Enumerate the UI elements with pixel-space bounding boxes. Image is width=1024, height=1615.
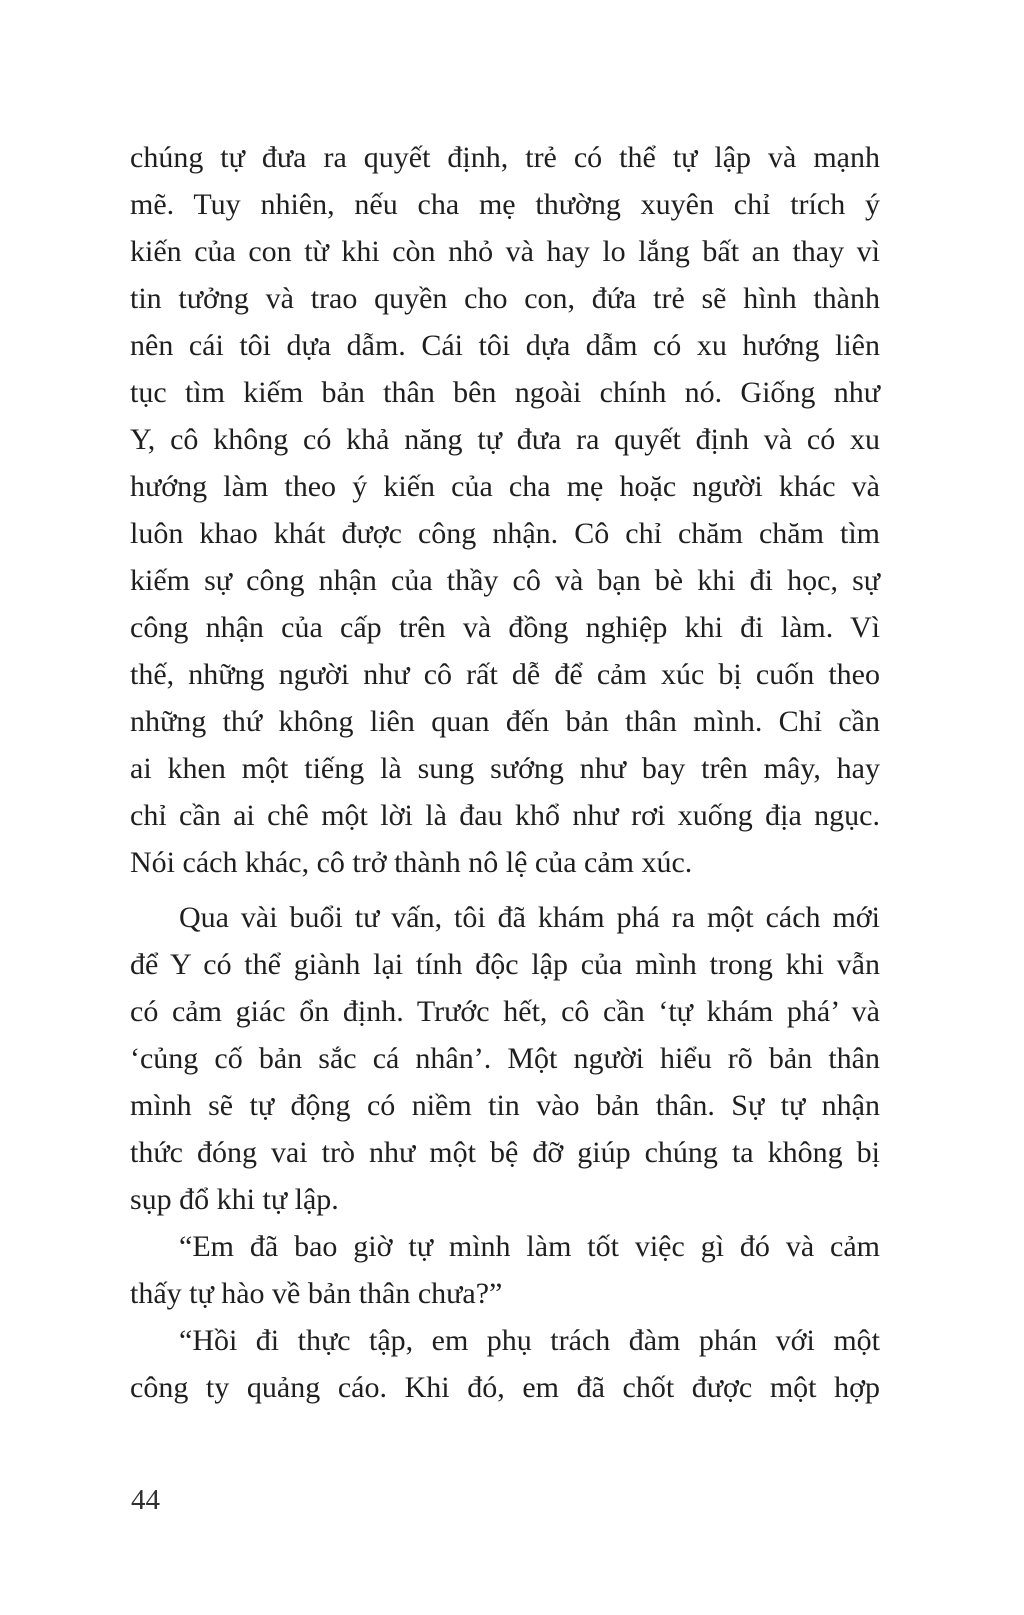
paragraph [130,134,880,886]
text-line: “Hồi đi thực tập, em phụ trách đàm phán với một [179,1324,880,1357]
paragraph [130,1223,880,1317]
paragraph [130,894,880,1223]
text-line: thức đóng vai trò như một bệ đỡ giúp chúng ta không bị [130,1136,880,1169]
text-line: thấy tự hào về bản thân chưa?” [130,1277,503,1310]
text-line: công ty quảng cáo. Khi đó, em đã chốt được một hợp [130,1371,880,1404]
text-line: có cảm giác ổn định. Trước hết, cô cần ‘tự khám phá’ và [130,995,880,1028]
text-line: những thứ không liên quan đến bản thân mình. Chỉ cần [130,705,880,738]
text-line: “Em đã bao giờ tự mình làm tốt việc gì đó và cảm [179,1230,880,1263]
text-line: chúng tự đưa ra quyết định, trẻ có thể tự lập và mạnh [130,141,880,174]
text-line: tục tìm kiếm bản thân bên ngoài chính nó. Giống như [130,376,880,409]
paragraph [130,1317,880,1411]
text-line: chỉ cần ai chê một lời là đau khổ như rơi xuống địa ngục. [130,799,880,832]
page-number: 44 [131,1484,160,1516]
text-line: nên cái tôi dựa dẫm. Cái tôi dựa dẫm có xu hướng liên [130,329,880,362]
text-line: mình sẽ tự động có niềm tin vào bản thân. Sự tự nhận [130,1089,880,1122]
text-line: Qua vài buổi tư vấn, tôi đã khám phá ra một cách mới [179,901,880,934]
text-line: mẽ. Tuy nhiên, nếu cha mẹ thường xuyên chỉ trích ý [130,188,880,221]
text-line: ‘củng cố bản sắc cá nhân’. Một người hiểu rõ bản thân [130,1042,880,1075]
text-line: ai khen một tiếng là sung sướng như bay trên mây, hay [130,752,880,785]
text-line: Y, cô không có khả năng tự đưa ra quyết định và có xu [130,423,880,456]
body-text [130,134,880,1411]
text-line: để Y có thể giành lại tính độc lập của mình trong khi vẫn [130,948,880,981]
text-line: Nói cách khác, cô trở thành nô lệ của cảm xúc. [130,846,693,879]
text-line: tin tưởng và trao quyền cho con, đứa trẻ sẽ hình thành [130,282,880,315]
text-line: sụp đổ khi tự lập. [130,1183,339,1216]
text-line: thế, những người như cô rất dễ để cảm xúc bị cuốn theo [130,658,880,691]
text-line: hướng làm theo ý kiến của cha mẹ hoặc người khác và [130,470,880,503]
text-line: công nhận của cấp trên và đồng nghiệp khi đi làm. Vì [130,611,880,644]
text-line: kiến của con từ khi còn nhỏ và hay lo lắng bất an thay vì [130,235,880,268]
text-line: kiếm sự công nhận của thầy cô và bạn bè khi đi học, sự [130,564,880,597]
text-line: luôn khao khát được công nhận. Cô chỉ chăm chăm tìm [130,517,880,550]
